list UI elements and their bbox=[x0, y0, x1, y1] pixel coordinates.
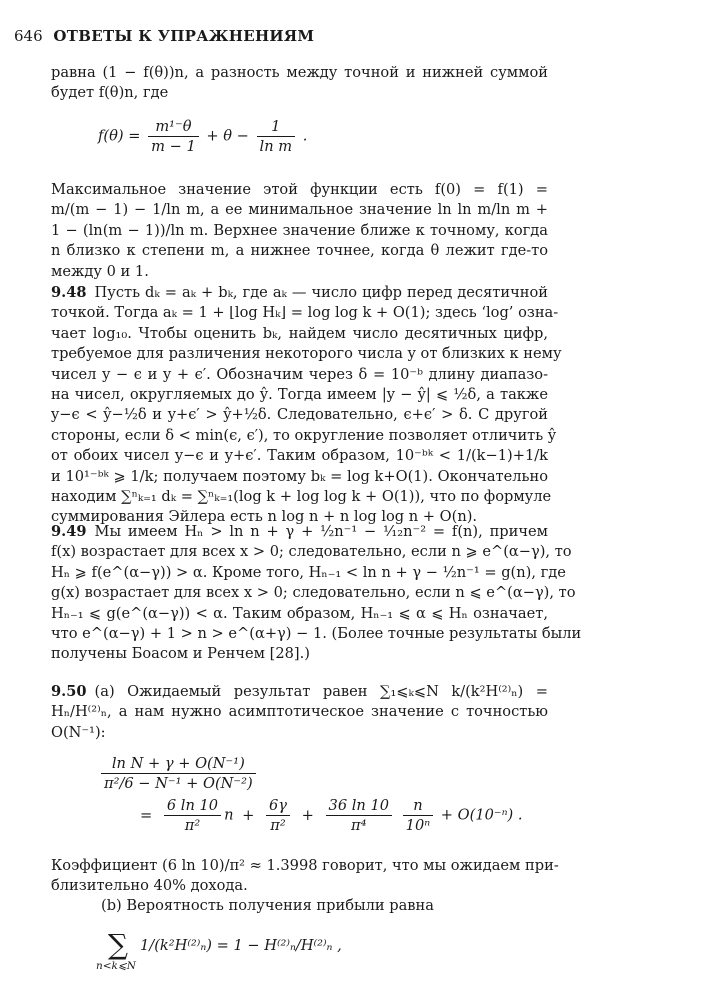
text-line: требуемое для различения некоторого числа y от близких к нему bbox=[51, 345, 562, 363]
eq-fraction bbox=[266, 796, 290, 835]
running-header bbox=[14, 27, 314, 45]
eq-numerator: n bbox=[403, 796, 434, 816]
page-number: 646 bbox=[14, 27, 43, 45]
eq-fraction bbox=[148, 117, 199, 156]
text-line: от обоих чисел y−ϵ и y+ϵ′. Таким образом, 10⁻ᵇᵏ < 1/(k−1)+1/k bbox=[51, 447, 548, 465]
text-line: чисел y − ϵ и y + ϵ′. Обозначим через δ = 10⁻ᵇ длину диапазо- bbox=[51, 365, 548, 383]
text-line: и 10¹⁻ᵇᵏ ⩾ 1/k; получаем поэтому bₖ = log k+O(1). Окончательно bbox=[51, 467, 548, 485]
text-line: 9.50 (a) Ожидаемый результат равен ∑₁⩽ₖ⩽N k/(k²H⁽²⁾ₙ) = bbox=[51, 683, 548, 700]
eq-equals: = bbox=[140, 806, 153, 824]
text-line: суммирования Эйлера есть n log n + n log log n + O(n). bbox=[51, 508, 478, 526]
eq-denominator: m − 1 bbox=[151, 138, 196, 155]
text-line: близительно 40% дохода. bbox=[51, 877, 248, 895]
sum-limits: n<k⩽N bbox=[96, 960, 136, 972]
text-line: Коэффициент (6 ln 10)/π² ≈ 1.3998 говорит, что мы ожидаем при- bbox=[51, 857, 559, 874]
paragraph-max-min bbox=[51, 180, 548, 282]
text-line: f(x) возрастает для всех x > 0; следовательно, если n ⩾ e^(α−γ), то bbox=[51, 543, 572, 561]
eq-denominator: π⁴ bbox=[351, 817, 367, 834]
text-line: стороны, если δ < min(ϵ, ϵ′), то округление позволяет отличить ŷ bbox=[51, 426, 557, 444]
paragraph-intro bbox=[51, 63, 548, 104]
eq-end: . bbox=[302, 127, 308, 145]
exercise-number: 9.49 bbox=[51, 523, 87, 540]
eq-fraction bbox=[101, 754, 256, 793]
text-line: между 0 и 1. bbox=[51, 262, 149, 280]
eq-body: 1/(k²H⁽²⁾ₙ) = 1 − H⁽²⁾ₙ/H⁽²⁾ₙ , bbox=[140, 937, 342, 954]
eq-term: n bbox=[224, 806, 234, 824]
eq-denominator: π² bbox=[184, 817, 201, 834]
eq-numerator: 36 ln 10 bbox=[326, 796, 392, 816]
text-line: Максимальное значение этой функции есть f(0) = f(1) = bbox=[51, 181, 548, 198]
eq-denominator: 10ⁿ bbox=[405, 817, 431, 834]
text-line: 9.49 Мы имеем Hₙ > ln n + γ + ½n⁻¹ − ¹⁄₁₂n⁻² = f(n), причем bbox=[51, 523, 548, 540]
sum-symbol: ∑ bbox=[108, 928, 128, 961]
text-line: Hₙ₋₁ ⩽ g(e^(α−γ)) < α. Таким образом, Hₙ₋₁ ⩽ α ⩽ Hₙ означает, bbox=[51, 604, 548, 622]
text-line: 1 − (ln(m − 1))/ln m. Верхнее значение ближе к точному, когда bbox=[51, 221, 548, 239]
paragraph-part-b bbox=[101, 896, 548, 916]
text-line: 9.48 Пусть dₖ = aₖ + bₖ, где aₖ — число цифр перед десятичной bbox=[51, 284, 548, 301]
text-line: получены Боасом и Ренчем [28].) bbox=[51, 645, 310, 663]
text-line: g(x) возрастает для всех x > 0; следовательно, если n ⩽ e^(α−γ), то bbox=[51, 584, 576, 602]
eq-numerator: ln N + γ + O(N⁻¹) bbox=[101, 754, 256, 774]
text-line: y−ϵ < ŷ−½δ и y+ϵ′ > ŷ+½δ. Следовательно, ϵ+ϵ′ > δ. С другой bbox=[51, 406, 548, 424]
text-line: n близко к степени m, а нижнее точнее, когда θ лежит где-то bbox=[51, 242, 548, 260]
equation-asymptotic-lhs bbox=[98, 754, 259, 793]
text-line: равна (1 − f(θ))n, а разность между точной и нижней суммой bbox=[51, 64, 548, 81]
eq-middle: + θ − bbox=[206, 127, 249, 145]
eq-numerator: 6 ln 10 bbox=[164, 796, 221, 816]
text-line: чает log₁₀. Чтобы оценить bₖ, найдем число десятичных цифр, bbox=[51, 324, 548, 342]
text-line: что e^(α−γ) + 1 > n > e^(α+γ) − 1. (Более точные результаты были bbox=[51, 625, 582, 643]
text-line: на чисел, округляемых до ŷ. Тогда имеем |y − ŷ| ⩽ ½δ, а также bbox=[51, 386, 548, 404]
eq-numerator: 1 bbox=[257, 117, 296, 137]
text-line: точкой. Тогда aₖ = 1 + ⌊log Hₖ⌋ = log log k + O(1); здесь ‘log’ озна- bbox=[51, 304, 559, 322]
text-line: находим ∑ⁿₖ₌₁ dₖ = ∑ⁿₖ₌₁(log k + log log k + O(1)), что по формуле bbox=[51, 488, 552, 506]
eq-tail: + O(10⁻ⁿ) . bbox=[440, 806, 523, 824]
text-line: будет f(θ)n, где bbox=[51, 84, 169, 102]
exercise-9-48 bbox=[51, 283, 562, 528]
text-line: Hₙ ⩾ f(e^(α−γ)) > α. Кроме того, Hₙ₋₁ < ln n + γ − ½n⁻¹ = g(n), где bbox=[51, 563, 566, 581]
exercise-number: 9.48 bbox=[51, 284, 87, 301]
eq-denominator: π²/6 − N⁻¹ + O(N⁻²) bbox=[104, 775, 253, 792]
exercise-number: 9.50 bbox=[51, 683, 87, 700]
equation-probability bbox=[96, 928, 504, 975]
text-line: O(N⁻¹): bbox=[51, 723, 106, 741]
text-line: Hₙ/H⁽²⁾ₙ, а нам нужно асимптотическое значение с точностью bbox=[51, 703, 548, 721]
eq-denominator: π² bbox=[270, 817, 286, 834]
equation-asymptotic-rhs: = $\frac{6 \ln 10}{\text{π²}}$ n + $\frac{6\gamma}{\text{π²}}$ + $\frac{36 \ln 10}{\text{π⁴}}$ $\frac{n}{\text{10ⁿ}}$ + O(10⁻ⁿ) . bbox=[140, 797, 523, 834]
eq-numerator: 6γ bbox=[266, 796, 290, 816]
eq-numerator: m¹⁻θ bbox=[148, 117, 199, 137]
eq-fraction bbox=[403, 796, 434, 835]
equation-f-theta bbox=[98, 117, 307, 156]
eq-lhs: f(θ) = bbox=[98, 127, 141, 145]
eq-denominator: ln m bbox=[259, 138, 293, 155]
chapter-title: ОТВЕТЫ К УПРАЖНЕНИЯМ bbox=[53, 27, 315, 45]
text-line: m/(m − 1) − 1/ln m, а ее минимальное значение ln ln m/ln m + bbox=[51, 201, 548, 219]
exercise-9-50 bbox=[51, 682, 548, 743]
eq-fraction bbox=[164, 796, 221, 835]
exercise-9-49 bbox=[51, 522, 582, 665]
eq-fraction bbox=[326, 796, 392, 835]
paragraph-coefficient bbox=[51, 856, 559, 897]
eq-fraction bbox=[257, 117, 296, 156]
text-line: (b) Вероятность получения прибыли равна bbox=[101, 897, 434, 914]
